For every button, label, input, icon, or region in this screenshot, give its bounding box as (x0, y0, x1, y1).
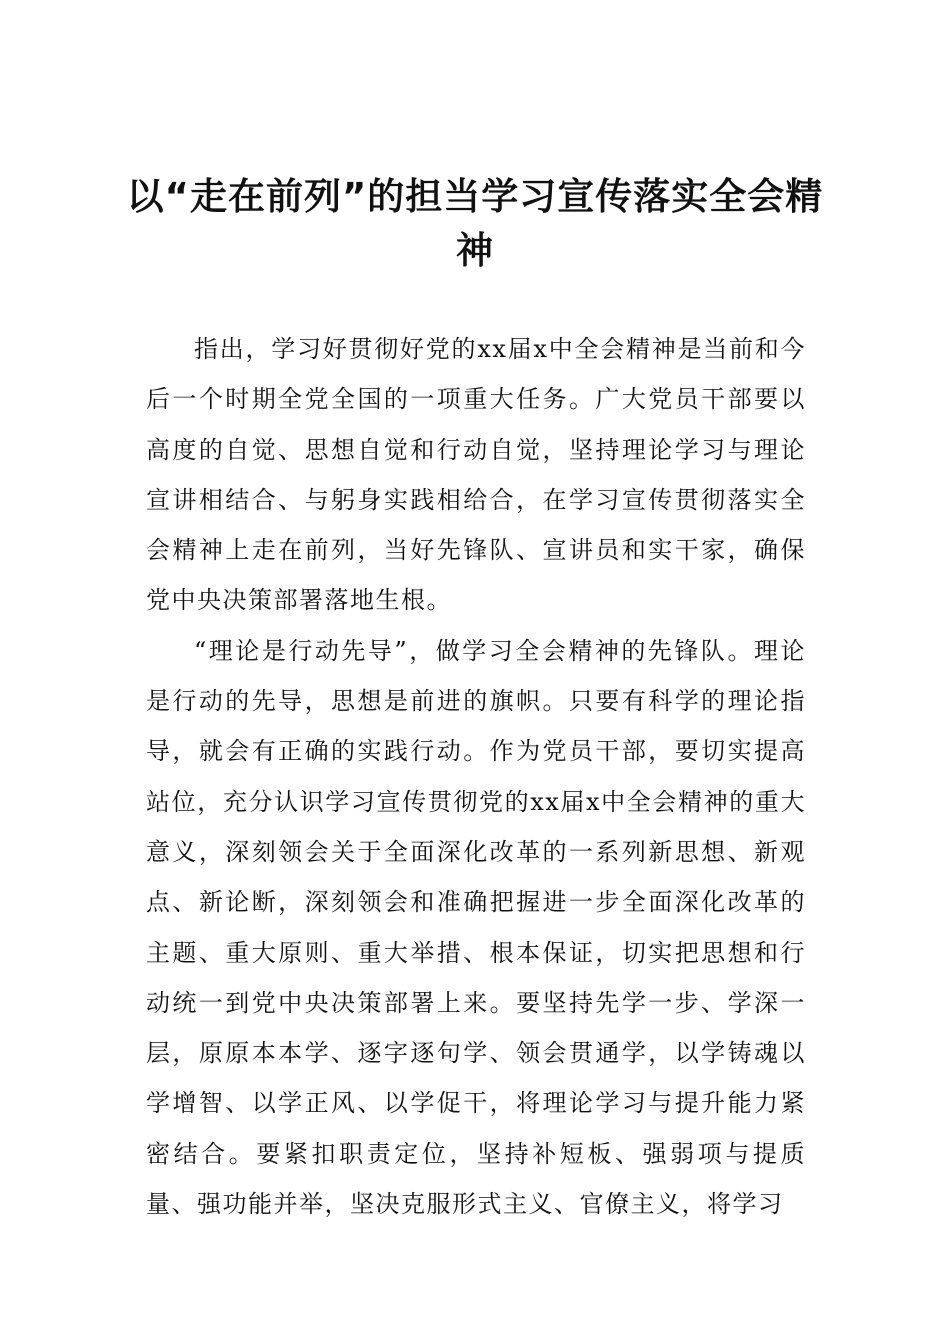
document-body (146, 324, 806, 1229)
document-title: 以“走在前列”的担当学习宣传落实全会精神 (126, 175, 824, 272)
paragraph-theory: “理论是行动先导”，做学习全会精神的先锋队。理论是行动的先导，思想是前进的旗帜。只要有科学的理论指导，就会有正确的实践行动。作为党员干部，要切实提高站位，充分认识学习宣传贯彻党的xx届x中全会精神的重大意义，深刻领会关于全面深化改革的一系列新思想、新观点、新论断，深刻领会和准确把握进一步全面深化改革的主题、重大原则、重大举措、根本保证，切实把思想和行动统一到党中央决策部署上来。要坚持先学一步、学深一层，原原本本学、逐字逐句学、领会贯通学，以学铸魂以学增智、以学正风、以学促干，将理论学习与提升能力紧密结合。要紧扣职责定位，坚持补短板、强弱项与提质量、强功能并举，坚决克服形式主义、官僚主义，将学习 (146, 636, 806, 1219)
paragraph-intro: 指出，学习好贯彻好党的xx届x中全会精神是当前和今后一个时期全党全国的一项重大任务。广大党员干部要以高度的自觉、思想自觉和行动自觉，坚持理论学习与理论宣讲相结合、与躬身实践相给合，在学习宣传贯彻落实全会精神上走在前列，当好先锋队、宣讲员和实干家，确保党中央决策部署落地生根。 (146, 335, 806, 615)
